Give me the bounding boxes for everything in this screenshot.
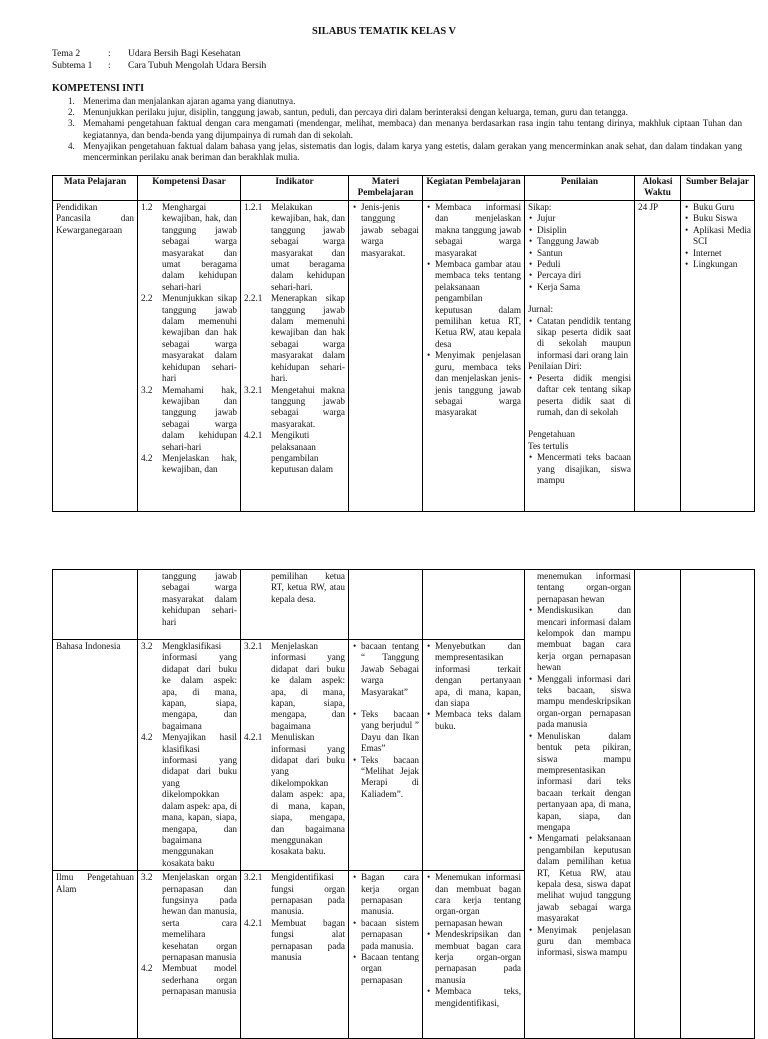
materi-cell: [349, 871, 423, 1039]
kegiatan-item: • Membaca informasi dan menjelaskan makna tanggung jawab sebagai warga masyarakat: [426, 202, 521, 259]
ind-text: Melakukan kewajiban, hak, dan tanggung jawab sebagai warga masyarakat dan umat beragama dalam kehidupan sehari-hari.: [271, 202, 345, 292]
item-text: Memahami pengetahuan faktual dengan cara mengamati (mendengar, melihat, membaca) dan menanya berdasarkan rasa ingin tahu tentang dirinya, makhluk ciptaan Tuhan dan kegiatannya, dan benda-benda yang dijumpainya di rumah dan di sekolah.: [83, 118, 742, 140]
kompetensi-inti-item: [52, 141, 742, 163]
ind-number: 3.2.1: [244, 872, 263, 883]
sikap-label: Sikap:: [528, 202, 552, 212]
item-text: Menyajikan pengetahuan faktual dalam bahasa yang jelas, sistematis dan logis, dalam karya yang estetis, dalam gerakan yang mencerminkan anak sehat, dan dalam tindakan yang mencerminkan perilaku anak beriman dan berakhlak mulia.: [83, 140, 742, 163]
kegiatan-item: • Menyebutkan dan mempresentasikan informasi terkait dengan pertanyaan apa, di mana, kapan, dan siapa: [426, 641, 521, 709]
materi-item: • Jenis-jenis tanggung jawab sebagai warga masyarakat.: [352, 202, 419, 259]
materi-item: • Bacaan tentang organ pernapasan: [352, 952, 419, 986]
indikator-cell: [241, 570, 349, 640]
ind-number: 4.2.1: [244, 732, 263, 743]
ind-text: pemilihan ketua RT, ketua RW, atau kepala desa.: [271, 571, 345, 604]
materi-item: • Bagan cara kerja organ pernapasan manusia.: [352, 872, 419, 918]
materi-item: • bacaan sistem pernapasan pada manusia.: [352, 918, 419, 952]
kd-cell: [138, 871, 241, 1039]
kd-number: 4.2: [141, 732, 153, 743]
sikap-item: • Disiplin: [528, 225, 631, 236]
kegiatan-item: • Menemukan informasi dan membuat bagan cara kerja tentang organ-organ pernapasan hewan: [426, 872, 521, 929]
kd-text: Menyajikan hasil klasifikasi informasi yang didapat dari buku yang dikelompokkan dalam aspek: apa, di mana, kapan, siapa, mengapa, dan bagaimana menggunakan kosakata baku: [162, 732, 238, 868]
ind-text: Mengidentifikasi fungsi organ pernapasan pada manusia.: [271, 872, 345, 917]
kompetensi-inti-heading: KOMPETENSI INTI: [52, 83, 144, 94]
penilaian-cell: [525, 570, 635, 1039]
penilaian-item: • Mengamati pelaksanaan pengambilan keputusan dalam pemilihan ketua RT, Ketua RW, atau kepala desa, siswa dapat melihat wujud tanggung jawab sebagai warga masyarakat: [528, 833, 631, 924]
item-number: 4.: [68, 140, 75, 151]
kegiatan-item: • Membaca teks dalam buku.: [426, 709, 521, 732]
sikap-item: • Tanggung Jawab: [528, 236, 631, 247]
kd-number: 2.2: [141, 293, 153, 304]
alokasi-cell: 24 JP: [635, 201, 681, 512]
kd-number: 4.2: [141, 452, 153, 463]
header-materi: Materi Pembelajaran: [349, 176, 423, 201]
kd-text: tanggung jawab sebagai warga masyarakat dalam kehidupan sehari-hari: [162, 571, 237, 627]
header-kegiatan: Kegiatan Pembelajaran: [423, 176, 525, 201]
penilaian-item: • Menggali informasi dari teks bacaan, siswa mampu mendeskripsikan organ-organ pernapasan pada manusia: [528, 674, 631, 731]
penilaian-item: • Menyimak penjelasan guru dan membaca informasi, siswa mampu: [528, 925, 631, 959]
table-row: [53, 570, 755, 640]
materi-cell: [349, 640, 423, 871]
penilaian-cell: [525, 201, 635, 512]
meta-value: Udara Bersih Bagi Kesehatan: [128, 49, 241, 59]
kd-number: 4.2: [141, 963, 153, 974]
ind-number: 3.2.1: [244, 641, 263, 651]
page-title: SILABUS TEMATIK KELAS V: [311, 26, 457, 37]
header-mata-pelajaran: Mata Pelajaran: [53, 176, 138, 201]
kd-number: 3.2: [141, 384, 153, 395]
tes-label: Tes tertulis: [528, 440, 569, 451]
kegiatan-item: • Mendeskripsikan dan membuat bagan cara kerja organ-organ pernapasan pada manusia: [426, 929, 521, 986]
ind-number: 3.2.1: [244, 384, 263, 395]
ind-text: Menuliskan informasi yang didapat dari buku yang dikelompokkan dalam aspek: apa, di mana, kapan, siapa, mengapa, dan bagaimana menggunakan kosakata baku.: [271, 732, 345, 857]
kd-number: 3.2: [141, 872, 153, 883]
materi-cell: [349, 201, 423, 512]
kompetensi-inti-item: [52, 118, 742, 140]
header-alokasi-waktu: Alokasi Waktu: [635, 176, 681, 201]
sumber-item: • Internet: [684, 248, 751, 259]
meta-colon: :: [108, 61, 111, 71]
kegiatan-item: • Membaca teks, mengidentifikasi,: [426, 986, 521, 1009]
sikap-item: • Peduli: [528, 259, 631, 270]
penilaian-item: • Menuliskan dalam bentuk peta pikiran, siswa mampu mempresentasikan informasi dari teks bacaan terkait dengan pertanyaan apa, di mana, kapan, siapa, dan mengapa: [528, 731, 631, 834]
header-sumber-belajar: Sumber Belajar: [681, 176, 755, 201]
kd-text: Menghargai kewajiban, hak, dan tanggung jawab sebagai warga masyarakat dan umat beragama dalam kehidupan sehari-hari: [162, 202, 237, 292]
kegiatan-item: • Membaca gambar atau membaca teks tentang pelaksanaan pengambilan keputusan dalam pemilihan ketua RT, Ketua RW, atau kepala desa: [426, 259, 521, 350]
silabus-table-page1: [52, 175, 755, 512]
ind-text: Mengetahui makna tanggung jawab sebagai warga masyarakat.: [271, 384, 345, 429]
penilaian-item: • Mendiskusikan dan mencari informasi dalam kelompok dan mampu membuat bagan cara kerja organ pernapasan hewan: [528, 605, 631, 673]
silabus-table-page2: [52, 569, 755, 1039]
kd-text: Menjelaskan hak, kewajiban, dan: [162, 452, 237, 475]
mapel-cell: Pendidikan Pancasila dan Kewarganegaraan: [53, 201, 138, 512]
mapel-cell: Bahasa Indonesia: [53, 640, 138, 871]
kd-text: Membuat model sederhana organ pernapasan manusia: [162, 963, 237, 997]
meta-subtema: [52, 61, 266, 72]
item-text: Menerima dan menjalankan ajaran agama yang dianutnya.: [83, 96, 296, 106]
item-number: 2.: [68, 107, 75, 118]
meta-value: Cara Tubuh Mengolah Udara Bersih: [128, 61, 267, 71]
header-kompetensi-dasar: Kompetensi Dasar: [138, 176, 241, 201]
ind-number: 4.2.1: [244, 430, 263, 441]
kompetensi-inti-list: [52, 96, 742, 163]
penilaian-diri-item: • Peserta didik mengisi daftar cek tentang sikap peserta didik saat di rumah, dan di sekolah: [528, 373, 631, 419]
sumber-cell: [681, 201, 755, 512]
tes-item: • Mencermati teks bacaan yang disajikan, siswa mampu: [528, 452, 631, 486]
kegiatan-cell: [423, 201, 525, 512]
jurnal-item: • Catatan pendidik tentang sikap peserta didik saat di sekolah maupun informasi dari orang lain: [528, 316, 631, 362]
meta-key: Subtema 1: [52, 61, 93, 71]
header-indikator: Indikator: [241, 176, 349, 201]
item-number: 1.: [68, 96, 75, 106]
kd-text: Menjelaskan organ pernapasan dan fungsinya pada hewan dan manusia, serta cara memelihara kesehatan organ pernapasan manusia: [162, 872, 237, 962]
item-text: Menunjukkan perilaku jujur, disiplin, tanggung jawab, santun, peduli, dan percaya diri dalam berinteraksi dengan keluarga, teman, guru dan tetangga.: [83, 107, 628, 118]
penilaian-diri-label: Penilaian Diri:: [528, 361, 582, 372]
table-row: [53, 201, 755, 512]
materi-item: • Teks bacaan yang berjudul ” Dayu dan Ikan Emas”: [352, 709, 419, 755]
item-number: 3.: [68, 118, 75, 129]
ind-number: 2.2.1: [244, 293, 263, 304]
meta-key: Tema 2: [52, 49, 81, 59]
penilaian-text: menemukan informasi tentang organ-organ pernapasan hewan: [537, 571, 631, 604]
kompetensi-inti-item: [52, 107, 742, 118]
indikator-cell: [241, 640, 349, 871]
kegiatan-cell: [423, 640, 525, 871]
meta-tema: [52, 49, 241, 60]
kegiatan-item: • Menyimak penjelasan guru, membaca teks dan menjelaskan jenis-jenis tanggung jawab sebagai warga masyarakat: [426, 350, 521, 418]
kd-text: Memahami hak, kewajiban dan tanggung jawab sebagai warga dalam kehidupan sehari-hari: [162, 384, 237, 452]
kd-number: 3.2: [141, 641, 153, 651]
kd-number: 1.2: [141, 202, 153, 212]
ind-number: 4.2.1: [244, 917, 263, 928]
ind-text: Mengikuti pelaksanaan pengambilan keputusan dalam: [271, 430, 333, 475]
sumber-item: • Lingkungan: [684, 259, 751, 270]
sikap-item: • Percaya diri: [528, 270, 631, 281]
sikap-item: • Santun: [528, 248, 631, 259]
sumber-item: • Aplikasi Media SCI: [684, 225, 751, 248]
ind-number: 1.2.1: [244, 202, 263, 212]
materi-item: • Teks bacaan “Melihat Jejak Merapi di Kaliadem”.: [352, 755, 419, 801]
ind-text: Menjelaskan informasi yang didapat dari buku ke dalam aspek: apa, di mana, kapan, siapa, mengapa, dan bagaimana: [271, 641, 345, 731]
kegiatan-cell: [423, 871, 525, 1039]
kd-text: Menunjukkan sikap tanggung jawab dalam memenuhi kewajiban dan hak sebagai warga masyarakat dalam kehidupan sehari-hari: [162, 293, 237, 384]
pengetahuan-label: Pengetahuan: [528, 429, 575, 440]
ind-text: Menerapkan sikap tanggung jawab dalam memenuhi kewajiban dan hak sebagai warga masyarakat dalam kehidupan sehari-hari.: [271, 293, 345, 384]
mapel-cell: Ilmu Pengetahuan Alam: [53, 871, 138, 1039]
kd-text: Mengklasifikasi informasi yang didapat dari buku ke dalam aspek: apa, di mana, kapan, siapa, mengapa, dan bagaimana: [162, 641, 237, 731]
indikator-cell: [241, 871, 349, 1039]
header-penilaian: Penilaian: [525, 176, 635, 201]
kd-cell: [138, 640, 241, 871]
sikap-item: • Kerja Sama: [528, 282, 631, 293]
indikator-cell: [241, 201, 349, 512]
sikap-item: • Jujur: [528, 213, 631, 224]
jurnal-label: Jurnal:: [528, 304, 554, 315]
kd-cell: [138, 201, 241, 512]
kompetensi-inti-item: [52, 96, 742, 107]
kd-cell: [138, 570, 241, 640]
materi-item: • bacaan tentang “ Tanggung Jawab Sebagai warga Masyarakat”: [352, 641, 419, 698]
sumber-item: • Buku Siswa: [684, 213, 751, 224]
ind-text: Membuat bagan fungsi alat pernapasan pada manusia: [271, 917, 345, 962]
meta-colon: :: [108, 49, 111, 59]
sumber-item: • Buku Guru: [684, 202, 751, 213]
